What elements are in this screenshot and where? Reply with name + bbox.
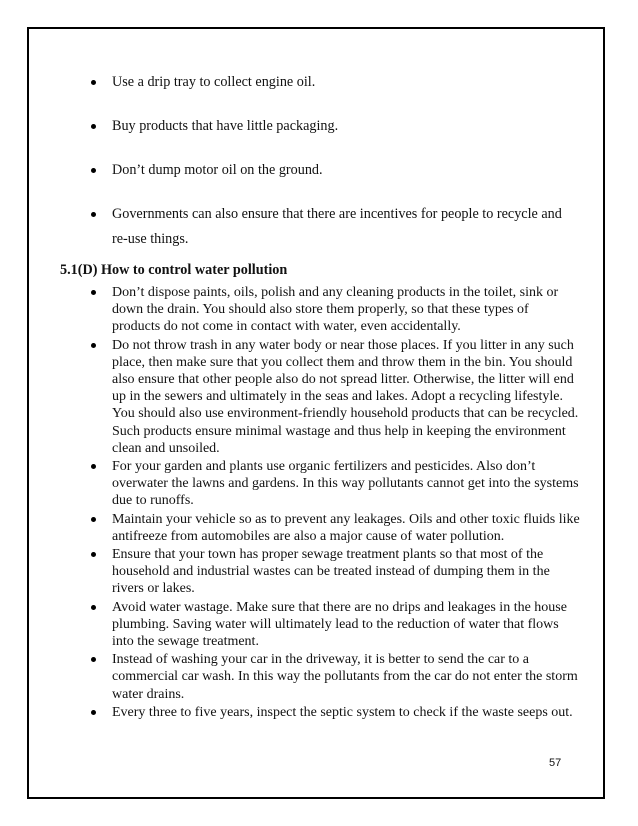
bullet-icon xyxy=(91,168,96,173)
bullet-icon xyxy=(91,290,96,295)
water-pollution-list xyxy=(60,284,580,721)
bullet-icon xyxy=(91,517,96,522)
bullet-icon xyxy=(91,343,96,348)
bullet-icon xyxy=(91,124,96,129)
bullet-icon xyxy=(91,605,96,610)
list-item: Governments can also ensure that there are incentives for people to recycle and re-use things. xyxy=(60,202,580,252)
bullet-icon xyxy=(91,552,96,557)
list-item: Do not throw trash in any water body or near those places. If you litter in any such place, then make sure that you collect them and throw them in the bin. You should also ensure that other people also do not spread litter. Otherwise, the litter will end up in the sewers and ultimately in the seas and lakes. Adopt a recycling lifestyle. You should also use environment-friendly household products that can be recycled. Such products ensure minimal wastage and thus help in keeping the environment clean and unsoiled. xyxy=(60,337,580,457)
page-content xyxy=(60,70,580,722)
section-heading: 5.1(D) How to control water pollution xyxy=(60,262,288,278)
list-item: Every three to five years, inspect the septic system to check if the waste seeps out. xyxy=(60,704,580,721)
list-item: Ensure that your town has proper sewage treatment plants so that most of the household and industrial wastes can be treated instead of dumping them in the rivers or lakes. xyxy=(60,546,580,598)
bullet-icon xyxy=(91,80,96,85)
bullet-icon xyxy=(91,212,96,217)
list-item: Don’t dump motor oil on the ground. xyxy=(60,158,580,183)
list-item: Maintain your vehicle so as to prevent any leakages. Oils and other toxic fluids like antifreeze from automobiles are also a major cause of water pollution. xyxy=(60,511,580,545)
list-item: Use a drip tray to collect engine oil. xyxy=(60,70,580,95)
list-item: Don’t dispose paints, oils, polish and any cleaning products in the toilet, sink or down the drain. You should also store them properly, so that these types of products do not come in contact with water, even accidentally. xyxy=(60,284,580,336)
list-item: Instead of washing your car in the driveway, it is better to send the car to a commercial car wash. In this way the pollutants from the car do not enter the storm water drains. xyxy=(60,651,580,703)
list-item: Avoid water wastage. Make sure that there are no drips and leakages in the house plumbing. Saving water will ultimately lead to the reduction of water that flows into the sewage treatment. xyxy=(60,599,580,651)
pollution-tips-list xyxy=(60,70,580,252)
page-number: 57 xyxy=(549,757,562,769)
bullet-icon xyxy=(91,710,96,715)
list-item: Buy products that have little packaging. xyxy=(60,114,580,139)
list-item: For your garden and plants use organic fertilizers and pesticides. Also don’t overwater the lawns and gardens. In this way pollutants cannot get into the systems due to runoffs. xyxy=(60,458,580,510)
bullet-icon xyxy=(91,464,96,469)
bullet-icon xyxy=(91,657,96,662)
